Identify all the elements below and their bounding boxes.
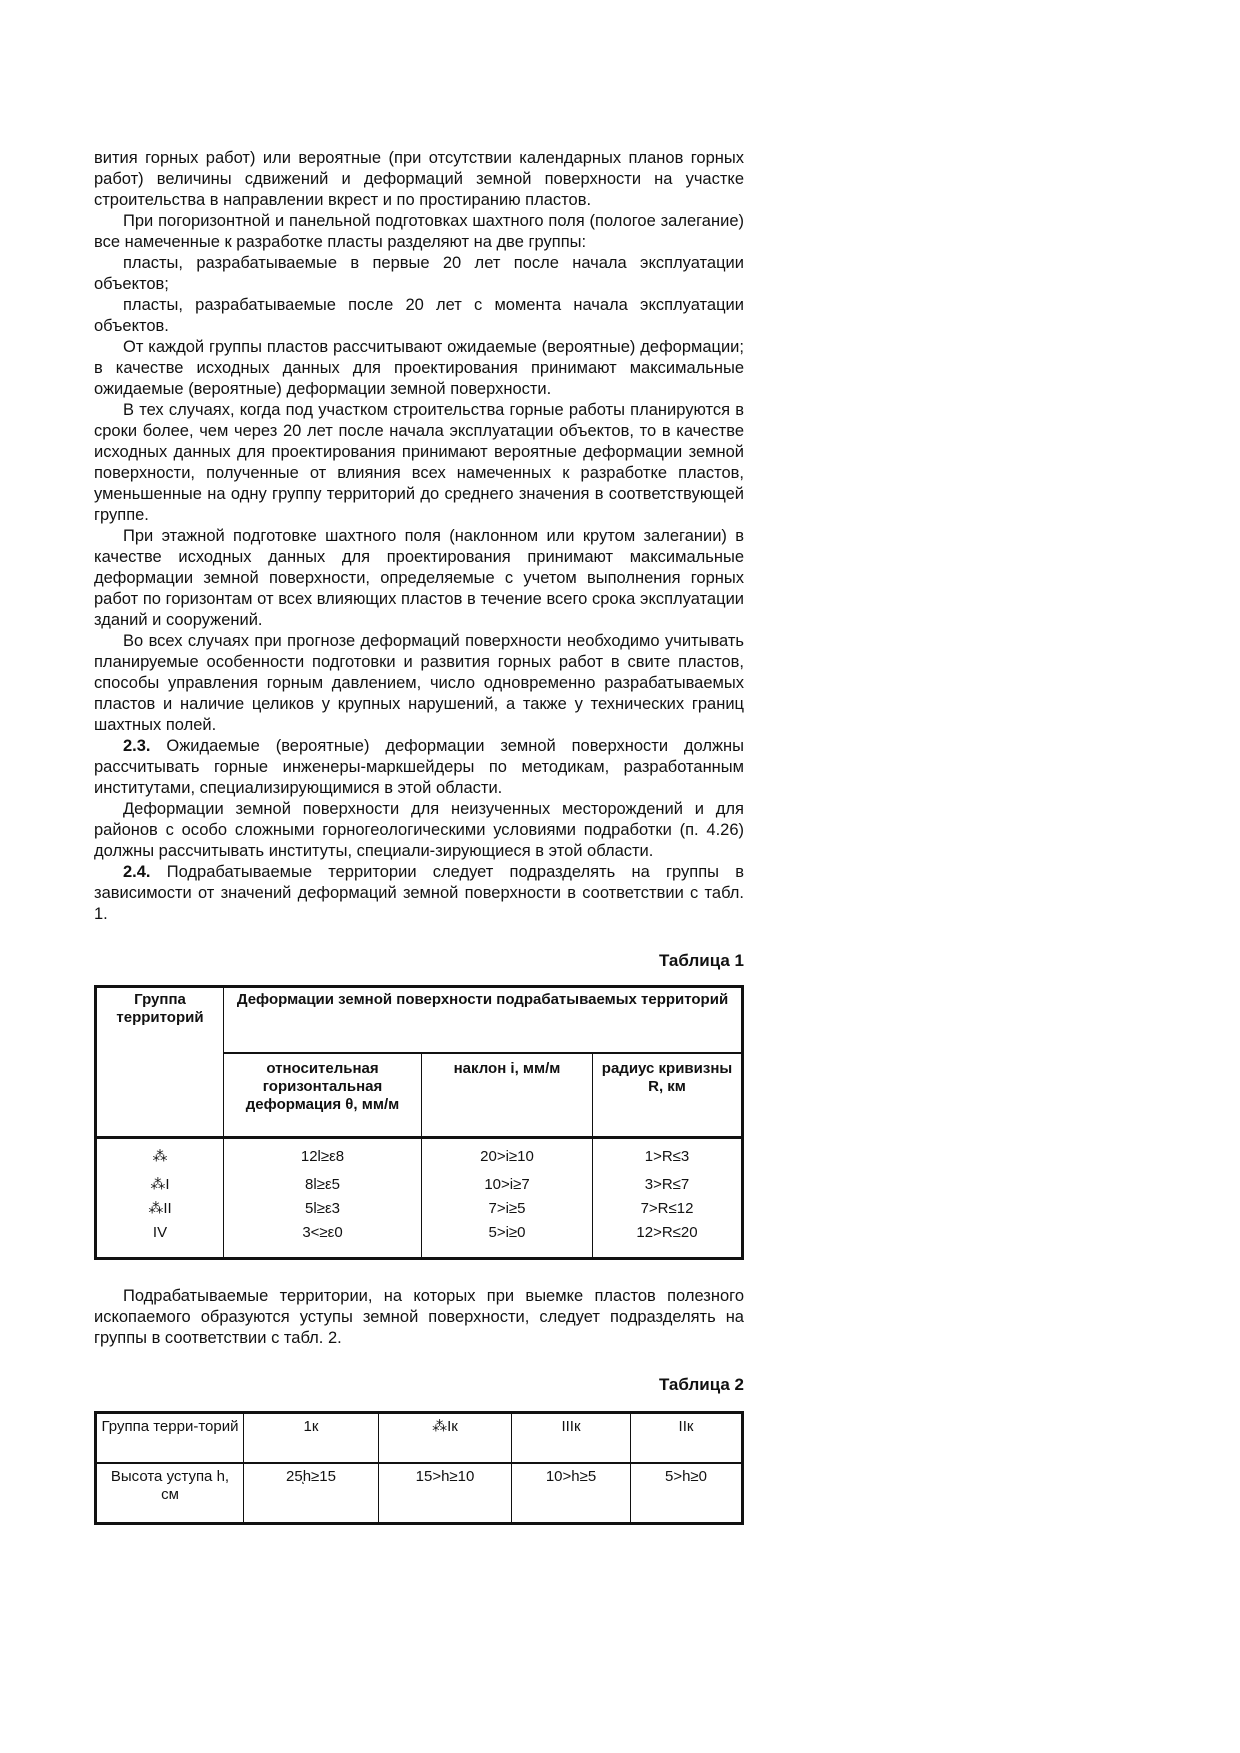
header-tilt: наклон i, мм/м — [422, 1053, 593, 1138]
table-cell: 12l≥ε8 — [300, 1148, 345, 1165]
table-row — [96, 1413, 743, 1464]
table-cell: IIк — [631, 1413, 743, 1464]
table-cell: Высота уступа h, см — [96, 1463, 244, 1524]
deformation-column — [224, 1138, 422, 1259]
table-cell: 7>i≥5 — [488, 1200, 526, 1217]
table-cell: 3<≥ε0 — [302, 1224, 343, 1241]
table-cell: ⁂I — [150, 1176, 170, 1193]
paragraph: пласты, разрабатываемые после 20 лет с момента начала эксплуатации объектов. — [94, 296, 744, 335]
clause-text: Подрабатываемые территории следует подразделять на группы в зависимости от значений деформаций земной поверхности в соответствии с табл. 1. — [94, 863, 744, 923]
paragraph: Во всех случаях при прогнозе деформаций поверхности необходимо учитывать планируемые особенности подготовки и развития горных работ в свите пластов, способы управления горным давлением, число одновременно разрабатываемых пластов и наличие целиков у крупных нарушений, а также у технических границ шахтных полей. — [94, 632, 744, 734]
body-text — [94, 148, 744, 925]
table-1 — [94, 985, 744, 1260]
table-cell: 1к — [244, 1413, 379, 1464]
paragraph: Подрабатываемые территории, на которых при выемке пластов полезного ископаемого образуются уступы земной поверхности, следует подразделять на группы в соответствии с табл. 2. — [94, 1287, 744, 1347]
table-cell: 7>R≤12 — [640, 1200, 694, 1217]
paragraph: При этажной подготовке шахтного поля (наклонном или крутом залегании) в качестве исходных данных для проектирования принимают максимальные деформации земной поверхности, определяемые с учетом выполнения горных работ по горизонтам от всех влияющих пластов в течение всего срока эксплуатации зданий и сооружений. — [94, 527, 744, 629]
header-deformations: Деформации земной поверхности подрабатываемых территорий — [224, 987, 743, 1054]
table-cell: IIIк — [512, 1413, 631, 1464]
paragraph: Деформации земной поверхности для неизученных месторождений и для районов с особо сложными горногеологическими условиями подработки (п. 4.26) должны рассчитывать институты, специали-зирующиеся в этой области. — [94, 800, 744, 860]
table-cell: 5>i≥0 — [488, 1224, 526, 1241]
paragraph: пласты, разрабатываемые в первые 20 лет после начала эксплуатации объектов; — [94, 254, 744, 293]
table-cell: ⁂Iк — [379, 1413, 512, 1464]
table-cell: 3>R≤7 — [644, 1176, 690, 1193]
table-cell: ⁂II — [148, 1200, 172, 1217]
clause-number: 2.4. — [123, 863, 151, 881]
clause-number: 2.3. — [123, 737, 151, 755]
tilt-column — [422, 1138, 593, 1259]
paragraph: вития горных работ) или вероятные (при отсутствии календарных планов горных работ) величины сдвижений и деформаций земной поверхности на участке строительства в направлении вкрест и по простиранию пластов. — [94, 149, 744, 209]
paragraph-2-4 — [94, 862, 744, 925]
clause-text: Ожидаемые (вероятные) деформации земной поверхности должны рассчитывать горные инженеры-маркшейдеры по методикам, разработанным институтами, специализирующимися в этой области. — [94, 737, 744, 797]
table-cell: 8l≥ε5 — [305, 1176, 340, 1193]
document-page — [94, 148, 744, 1525]
table-cell: Группа терри-торий — [96, 1413, 244, 1464]
table-row — [96, 1463, 743, 1524]
table-2-caption: Таблица 2 — [658, 1375, 744, 1394]
paragraph: При погоризонтной и панельной подготовках шахтного поля (пологое залегание) все намеченные к разработке пласты разделяют на две группы: — [94, 212, 744, 251]
group-column — [96, 1138, 224, 1259]
paragraph: В тех случаях, когда под участком строительства горные работы планируются в сроки более, чем через 20 лет после начала эксплуатации объектов, то в качестве исходных данных для проектирования принимают вероятные деформации земной поверхности, полученные от влияния всех намеченных к разработке пластов, уменьшенные на одну группу территорий до среднего значения в соответствующей группе. — [94, 401, 744, 524]
table-cell: 10>h≥5 — [512, 1463, 631, 1524]
table-cell: 20>i≥10 — [480, 1148, 534, 1165]
table-cell: 25ͅh≥15 — [244, 1463, 379, 1524]
table-2 — [94, 1411, 744, 1525]
table-cell: 12>R≤20 — [636, 1224, 698, 1241]
paragraph-2-3 — [94, 736, 744, 799]
radius-column — [593, 1138, 743, 1259]
header-curvature-radius: радиус кривизны R, км — [593, 1053, 743, 1138]
table-1-caption: Таблица 1 — [658, 951, 744, 970]
table-cell: 10>i≥7 — [484, 1176, 530, 1193]
table-cell: 1>R≤3 — [644, 1148, 690, 1165]
table-cell: 15>h≥10 — [379, 1463, 512, 1524]
table-cell: IV — [152, 1224, 168, 1241]
header-group: Группа территорий — [96, 987, 224, 1138]
header-horizontal-deformation: относительная горизонтальная деформация θ, мм/м — [224, 1053, 422, 1138]
paragraph: От каждой группы пластов рассчитывают ожидаемые (вероятные) деформации; в качестве исходных данных для проектирования принимают максимальные ожидаемые (вероятные) деформации земной поверхности. — [94, 338, 744, 398]
table-cell: 5>h≥0 — [631, 1463, 743, 1524]
table-cell: ⁂ — [152, 1148, 168, 1165]
table-cell: 5l≥ε3 — [305, 1200, 340, 1217]
